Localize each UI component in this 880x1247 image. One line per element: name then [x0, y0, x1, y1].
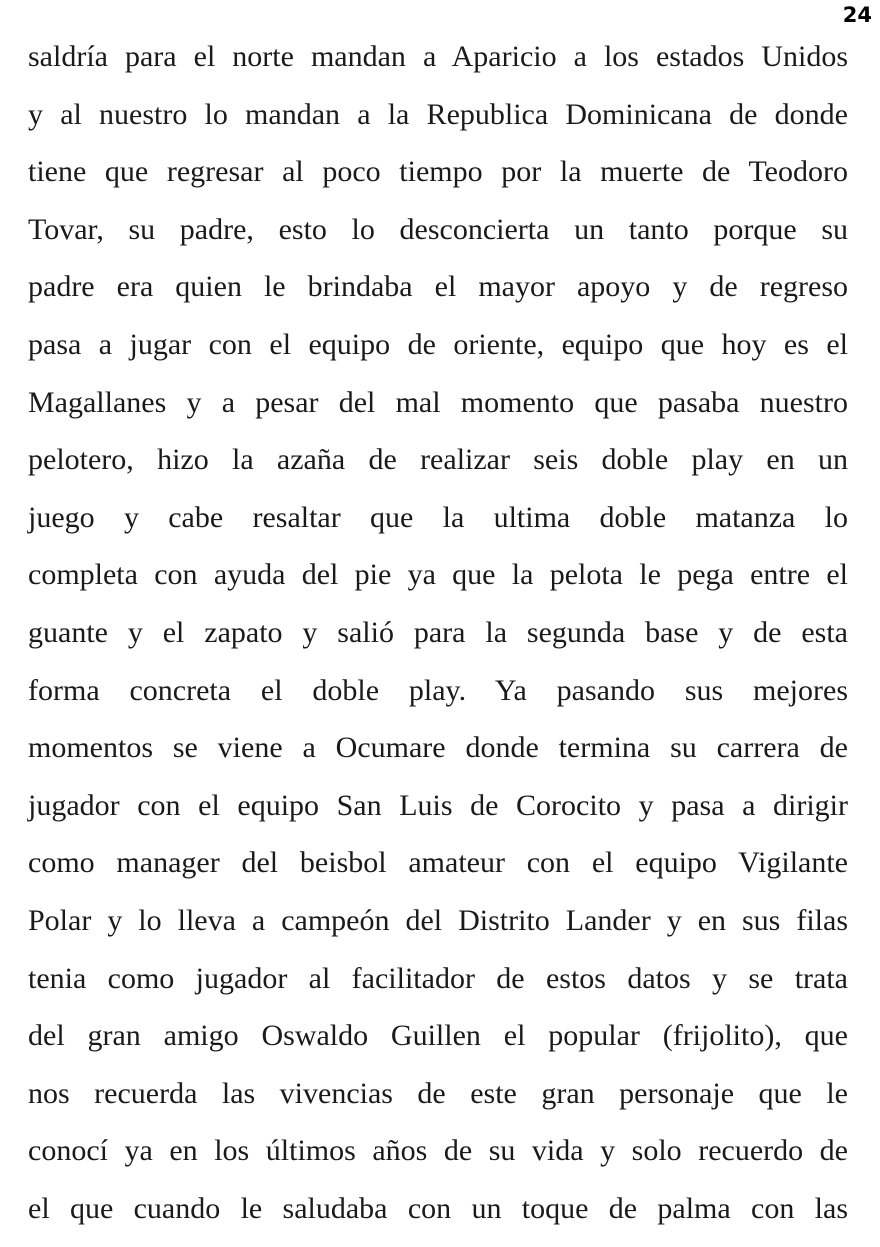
text-line: momentos se viene a Ocumare donde termina su carrera de	[28, 731, 848, 765]
text-line: Tovar, su padre, esto lo desconcierta un tanto porque su	[28, 212, 848, 246]
text-line: guante y el zapato y salió para la segunda base y de esta	[28, 615, 848, 649]
text-line: saldría para el norte mandan a Aparicio a los estados Unidos	[28, 40, 848, 73]
text-line: como manager del beisbol amateur con el equipo Vigilante	[28, 846, 848, 880]
text-line: tiene que regresar al poco tiempo por la muerte de Teodoro	[28, 155, 848, 189]
text-line: jugador con el equipo San Luis de Corocito y pasa a dirigir	[28, 788, 848, 822]
text-line: del gran amigo Oswaldo Guillen el popular (frijolito), que	[28, 1019, 848, 1053]
text-line: completa con ayuda del pie ya que la pelota le pega entre el	[28, 558, 848, 592]
text-line: el que cuando le saludaba con un toque de palma con las	[28, 1191, 848, 1225]
text-line: Magallanes y a pesar del mal momento que pasaba nuestro	[28, 385, 848, 419]
text-line: pasa a jugar con el equipo de oriente, equipo que hoy es el	[28, 327, 848, 361]
text-line: pelotero, hizo la azaña de realizar seis doble play en un	[28, 443, 848, 477]
text-line: tenia como jugador al facilitador de estos datos y se trata	[28, 961, 848, 995]
text-line: Polar y lo lleva a campeón del Distrito Lander y en sus filas	[28, 903, 848, 937]
text-line: nos recuerda las vivencias de este gran personaje que le	[28, 1076, 848, 1110]
text-line: juego y cabe resaltar que la ultima doble matanza lo	[28, 500, 848, 534]
text-line: padre era quien le brindaba el mayor apoyo y de regreso	[28, 270, 848, 304]
page-number: 24	[842, 3, 872, 27]
text-line: forma concreta el doble play. Ya pasando sus mejores	[28, 673, 848, 707]
text-line: conocí ya en los últimos años de su vida y solo recuerdo de	[28, 1134, 848, 1168]
body-paragraph	[28, 28, 848, 1237]
text-line: y al nuestro lo mandan a la Republica Dominicana de donde	[28, 97, 848, 131]
